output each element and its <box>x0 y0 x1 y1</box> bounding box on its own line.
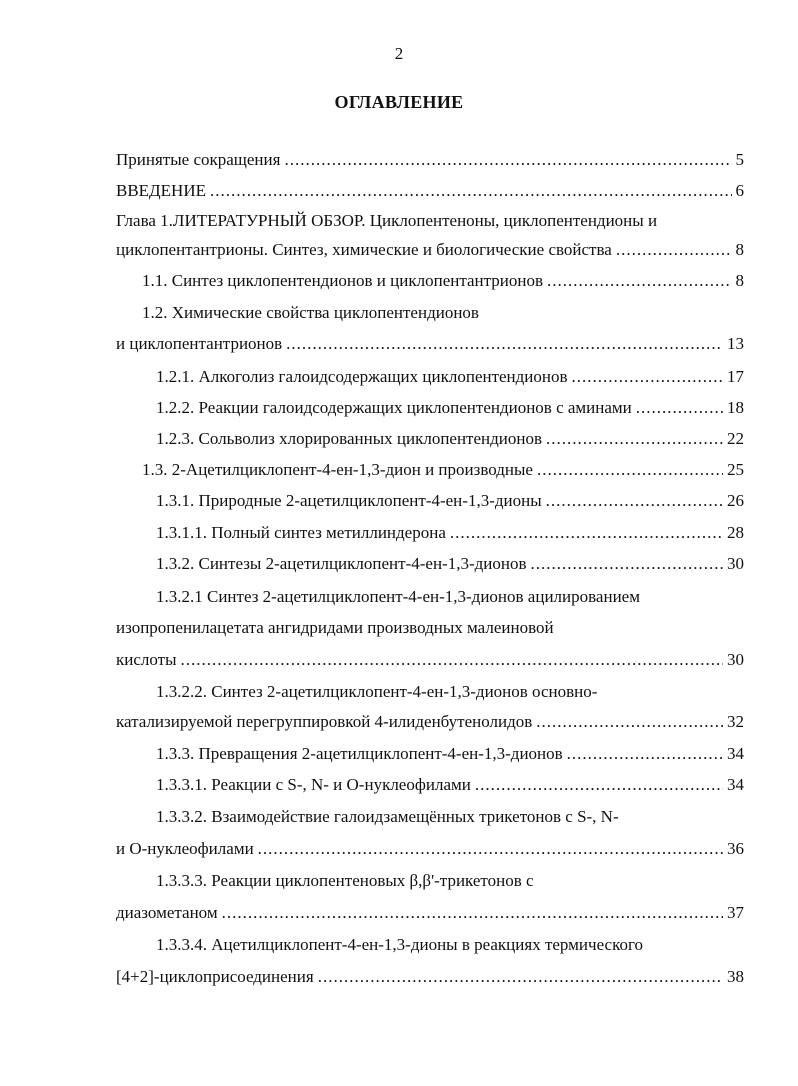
toc-entry-text: 1.3.2. Синтезы 2-ацетилциклопент-4-ен-1,3-дионов <box>156 554 527 573</box>
toc-leader-dots <box>546 428 723 450</box>
toc-leader-dots <box>181 649 723 671</box>
toc-entry-text: 1.2. Химические свойства циклопентендионов <box>142 303 479 322</box>
toc-entry-page: 26 <box>727 491 744 510</box>
toc-entry[interactable] <box>156 428 744 450</box>
toc-leader-dots <box>537 459 723 481</box>
toc-entry-text: 1.3. 2-Ацетилциклопент-4-ен-1,3-дион и производные <box>142 460 533 479</box>
toc-entry-text: кислоты <box>116 650 177 669</box>
page-title: ОГЛАВЛЕНИЕ <box>334 92 464 112</box>
toc-leader-dots <box>210 180 732 202</box>
toc-entry[interactable] <box>156 934 744 956</box>
toc-entry-text: ВВЕДЕНИЕ <box>116 181 206 200</box>
toc-entry-page: 25 <box>727 460 744 479</box>
toc-entry-page: 37 <box>727 903 744 922</box>
toc-entry[interactable] <box>156 870 744 892</box>
toc-entry-page: 17 <box>727 367 744 386</box>
toc-entry-text: 1.3.3.1. Реакции с S-, N- и O-нуклеофилами <box>156 775 471 794</box>
toc-entry-page: 38 <box>727 967 744 986</box>
toc-entry-text: 1.3.2.1 Синтез 2-ацетилциклопент-4-ен-1,3-дионов ацилированием <box>156 587 640 606</box>
toc-leader-dots <box>258 838 723 860</box>
toc-entry-page: 34 <box>727 775 744 794</box>
toc-entry[interactable] <box>156 681 744 703</box>
toc-leader-dots <box>284 149 731 171</box>
toc-entry[interactable] <box>116 239 744 261</box>
toc-entry[interactable] <box>116 838 744 860</box>
toc-entry-page: 5 <box>735 150 744 169</box>
toc-entry-text: 1.3.3.4. Ацетилциклопент-4-ен-1,3-дионы в реакциях термического <box>156 935 644 954</box>
toc-entry-page: 30 <box>727 554 744 573</box>
toc-entry[interactable] <box>156 586 744 608</box>
toc-entry-text: 1.3.3.2. Взаимодействие галоидзамещённых трикетонов с S-, N- <box>156 807 619 826</box>
toc-entry[interactable] <box>116 210 744 232</box>
toc-entry[interactable] <box>156 366 744 388</box>
toc-leader-dots <box>546 490 723 512</box>
toc-entry-text: 1.3.2.2. Синтез 2-ацетилциклопент-4-ен-1,3-дионов основно- <box>156 682 598 701</box>
toc-leader-dots <box>222 902 723 924</box>
toc-entry[interactable] <box>156 522 744 544</box>
toc-entry-page: 36 <box>727 839 744 858</box>
toc-entry-page: 30 <box>727 650 744 669</box>
toc-entry[interactable] <box>156 553 744 575</box>
toc-entry-text: катализируемой перегруппировкой 4-илиденбутенолидов <box>116 712 533 731</box>
toc-entry[interactable] <box>116 180 744 202</box>
toc-entry-text: 1.2.3. Сольволиз хлорированных циклопентендионов <box>156 429 543 448</box>
page-number: 2 <box>394 44 404 63</box>
toc-entry-page: 6 <box>735 181 744 200</box>
toc-leader-dots <box>286 333 723 355</box>
toc-entry-text: 1.3.1.1. Полный синтез метиллиндерона <box>156 523 446 542</box>
toc-entry[interactable] <box>142 459 744 481</box>
toc-leader-dots <box>475 774 723 796</box>
toc-entry[interactable] <box>156 774 744 796</box>
toc-entry[interactable] <box>116 902 744 924</box>
toc-entry-text: 1.3.3. Превращения 2-ацетилциклопент-4-ен-1,3-дионов <box>156 744 563 763</box>
toc-entry[interactable] <box>156 743 744 765</box>
toc-entry-text: и O-нуклеофилами <box>116 839 254 858</box>
toc-entry-page: 8 <box>735 271 744 290</box>
toc-entry[interactable] <box>156 490 744 512</box>
toc-leader-dots <box>616 239 732 261</box>
toc-entry[interactable] <box>116 333 744 355</box>
toc-entry[interactable] <box>156 397 744 419</box>
toc-entry-page: 34 <box>727 744 744 763</box>
toc-entry-page: 8 <box>735 240 744 259</box>
toc-entry-text: Принятые сокращения <box>116 150 281 169</box>
toc-leader-dots <box>450 522 723 544</box>
toc-entry-page: 18 <box>727 398 744 417</box>
toc-leader-dots <box>567 743 723 765</box>
toc-leader-dots <box>636 397 723 419</box>
toc-entry-text: и циклопентантрионов <box>116 334 283 353</box>
toc-entry-text: диазометаном <box>116 903 218 922</box>
toc-entry-page: 22 <box>727 429 744 448</box>
toc-leader-dots <box>536 711 723 733</box>
toc-entry[interactable] <box>142 302 744 324</box>
toc-entry-page: 32 <box>727 712 744 731</box>
toc-entry-text: циклопентантрионы. Синтез, химические и биологические свойства <box>116 240 612 259</box>
toc-entry[interactable] <box>116 149 744 171</box>
toc-entry[interactable] <box>116 649 744 671</box>
toc-entry-text: [4+2]-циклоприсоединения <box>116 967 314 986</box>
toc-entry-text: 1.2.1. Алкоголиз галоидсодержащих циклопентендионов <box>156 367 568 386</box>
toc-entry-page: 13 <box>727 334 744 353</box>
toc-entry[interactable] <box>116 966 744 988</box>
toc-entry[interactable] <box>116 711 744 733</box>
toc-entry-text: 1.2.2. Реакции галоидсодержащих циклопентендионов с аминами <box>156 398 632 417</box>
toc-leader-dots <box>318 966 723 988</box>
toc-entry-text: изопропенилацетата ангидридами производных малеиновой <box>116 618 554 637</box>
toc-entry-text: 1.1. Синтез циклопентендионов и циклопентантрионов <box>142 271 543 290</box>
toc-entry[interactable] <box>142 270 744 292</box>
toc-leader-dots <box>572 366 723 388</box>
toc-leader-dots <box>530 553 723 575</box>
toc-entry[interactable] <box>116 617 744 639</box>
toc-leader-dots <box>547 270 732 292</box>
toc-entry-text: 1.3.3.3. Реакции циклопентеновых β,β'-трикетонов с <box>156 871 534 890</box>
toc-entry[interactable] <box>156 806 744 828</box>
toc-entry-text: 1.3.1. Природные 2-ацетилциклопент-4-ен-1,3-дионы <box>156 491 542 510</box>
toc-entry-page: 28 <box>727 523 744 542</box>
toc-entry-text: Глава 1.ЛИТЕРАТУРНЫЙ ОБЗОР. Циклопентеноны, циклопентендионы и <box>116 211 658 230</box>
